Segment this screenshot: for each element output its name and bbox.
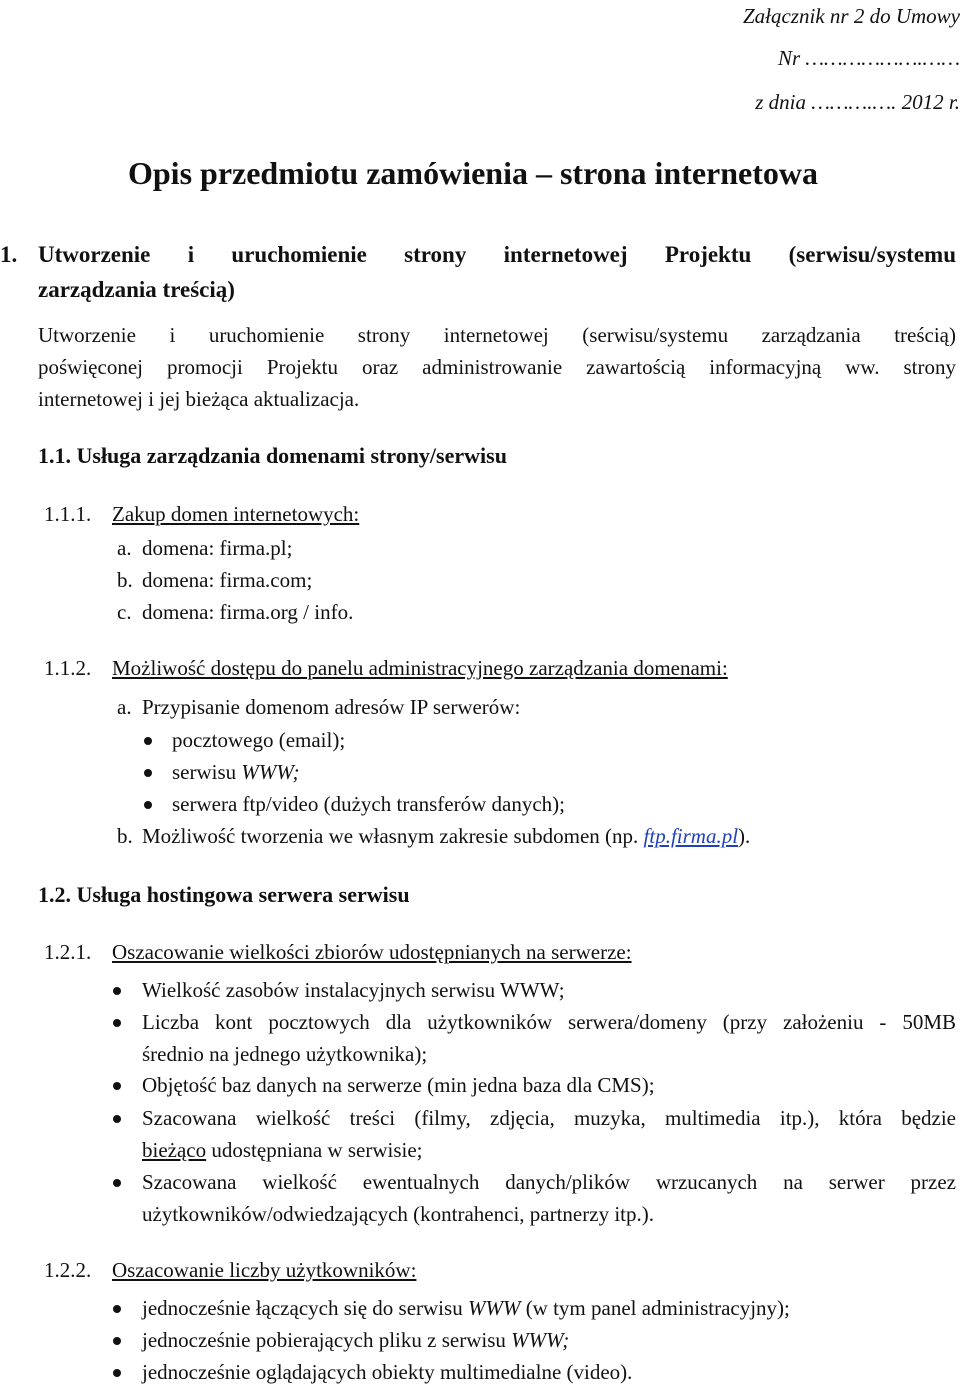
domain-letter-c: c.	[117, 600, 132, 624]
users-connecting-www: WWW	[467, 1296, 521, 1320]
option-letter-a: a.	[117, 695, 132, 719]
bullet-icon	[144, 737, 152, 745]
domain-letter-a: a.	[117, 536, 132, 560]
content-size-item-cont	[142, 1138, 423, 1162]
section-1-intro-2: poświęconej promocji Projektu oraz administrowanie zawartością informacyjną ww. strony	[38, 355, 956, 379]
subdomain-link[interactable]: ftp.firma.pl	[643, 824, 739, 848]
bullet-icon	[144, 801, 152, 809]
option-letter-b: b.	[117, 824, 133, 848]
users-downloading-www: WWW;	[511, 1328, 570, 1352]
domain-letter-b: b.	[117, 568, 133, 592]
domain-item-a: domena: firma.pl;	[142, 536, 293, 560]
database-item: Objętość baz danych na serwerze (min jedna baza dla CMS);	[142, 1073, 655, 1097]
server-ftp: serwera ftp/video (dużych transferów danych);	[172, 792, 566, 816]
section-1-1-1-title: Zakup domen internetowych:	[112, 502, 360, 526]
user-files-item: Szacowana wielkość ewentualnych danych/plików wrzucanych na serwer przez	[142, 1170, 956, 1194]
content-size-rest: udostępniana w serwisie;	[206, 1138, 423, 1162]
bullet-icon	[144, 769, 152, 777]
users-watching: jednocześnie oglądających obiekty multimedialne (video).	[142, 1360, 633, 1384]
users-downloading-pre: jednocześnie pobierających pliku z serwisu	[142, 1328, 512, 1352]
section-1-1-2-number: 1.1.2.	[44, 656, 92, 680]
content-size-item: Szacowana wielkość treści (filmy, zdjęcia, muzyka, multimedia itp.), która będzie	[142, 1106, 956, 1130]
resources-item: Wielkość zasobów instalacyjnych serwisu WWW;	[142, 978, 565, 1002]
user-files-item-cont: użytkowników/odwiedzających (kontrahenci, partnerzy itp.).	[142, 1202, 654, 1226]
bullet-icon	[113, 1019, 121, 1027]
section-1-2-1-number: 1.2.1.	[44, 940, 92, 964]
users-connecting-pre: jednocześnie łączących się do serwisu	[142, 1296, 468, 1320]
attachment-label: Załącznik nr 2 do Umowy	[743, 4, 960, 28]
bullet-icon	[113, 1115, 121, 1123]
subdomain-text-main: Możliwość tworzenia we własnym zakresie subdomen (np.	[142, 824, 644, 848]
domain-item-b: domena: firma.com;	[142, 568, 313, 592]
content-size-underlined: bieżąco	[142, 1138, 207, 1162]
section-1-number: 1.	[0, 242, 18, 267]
bullet-icon	[113, 1305, 121, 1313]
section-1-2-heading: 1.2. Usługa hostingowa serwera serwisu	[38, 882, 410, 907]
mail-accounts-item-cont: średnio na jednego użytkownika);	[142, 1042, 428, 1066]
domain-item-c: domena: firma.org / info.	[142, 600, 354, 624]
mail-accounts-item: Liczba kont pocztowych dla użytkowników serwera/domeny (przy założeniu - 50MB	[142, 1010, 956, 1034]
bullet-icon	[113, 1369, 121, 1377]
users-connecting	[142, 1296, 790, 1320]
section-1-heading: Utworzenie i uruchomienie strony internetowej Projektu (serwisu/systemu	[38, 242, 956, 267]
server-www	[172, 760, 300, 784]
server-email: pocztowego (email);	[172, 728, 346, 752]
bullet-icon	[113, 1337, 121, 1345]
section-1-2-2-title: Oszacowanie liczby użytkowników:	[112, 1258, 417, 1282]
bullet-icon	[113, 1082, 121, 1090]
contract-date: z dnia ……….…. 2012 r.	[755, 90, 960, 114]
subdomain-text-end: ).	[738, 824, 751, 848]
subdomain-text	[142, 824, 750, 848]
server-www-italic: WWW;	[241, 760, 300, 784]
section-1-1-1-number: 1.1.1.	[44, 502, 92, 526]
users-connecting-post: (w tym panel administracyjny);	[520, 1296, 790, 1320]
ip-assignment-text: Przypisanie domenom adresów IP serwerów:	[142, 695, 521, 719]
section-1-1-heading: 1.1. Usługa zarządzania domenami strony/serwisu	[38, 443, 507, 468]
users-downloading	[142, 1328, 569, 1352]
section-1-1-2-title: Możliwość dostępu do panelu administracyjnego zarządzania domenami:	[112, 656, 728, 680]
section-1-heading-cont: zarządzania treścią)	[38, 277, 235, 302]
section-1-2-2-number: 1.2.2.	[44, 1258, 92, 1282]
section-1-intro: Utworzenie i uruchomienie strony internetowej (serwisu/systemu zarządzania treścią)	[38, 323, 956, 347]
server-www-prefix: serwisu	[172, 760, 242, 784]
section-1-intro-3: internetowej i jej bieżąca aktualizacja.	[38, 387, 360, 411]
contract-number: Nr ……………….……	[777, 46, 960, 70]
bullet-icon	[113, 987, 121, 995]
section-1-2-1-title: Oszacowanie wielkości zbiorów udostępnianych na serwerze:	[112, 940, 632, 964]
bullet-icon	[113, 1179, 121, 1187]
page-title: Opis przedmiotu zamówienia – strona internetowa	[127, 155, 819, 191]
